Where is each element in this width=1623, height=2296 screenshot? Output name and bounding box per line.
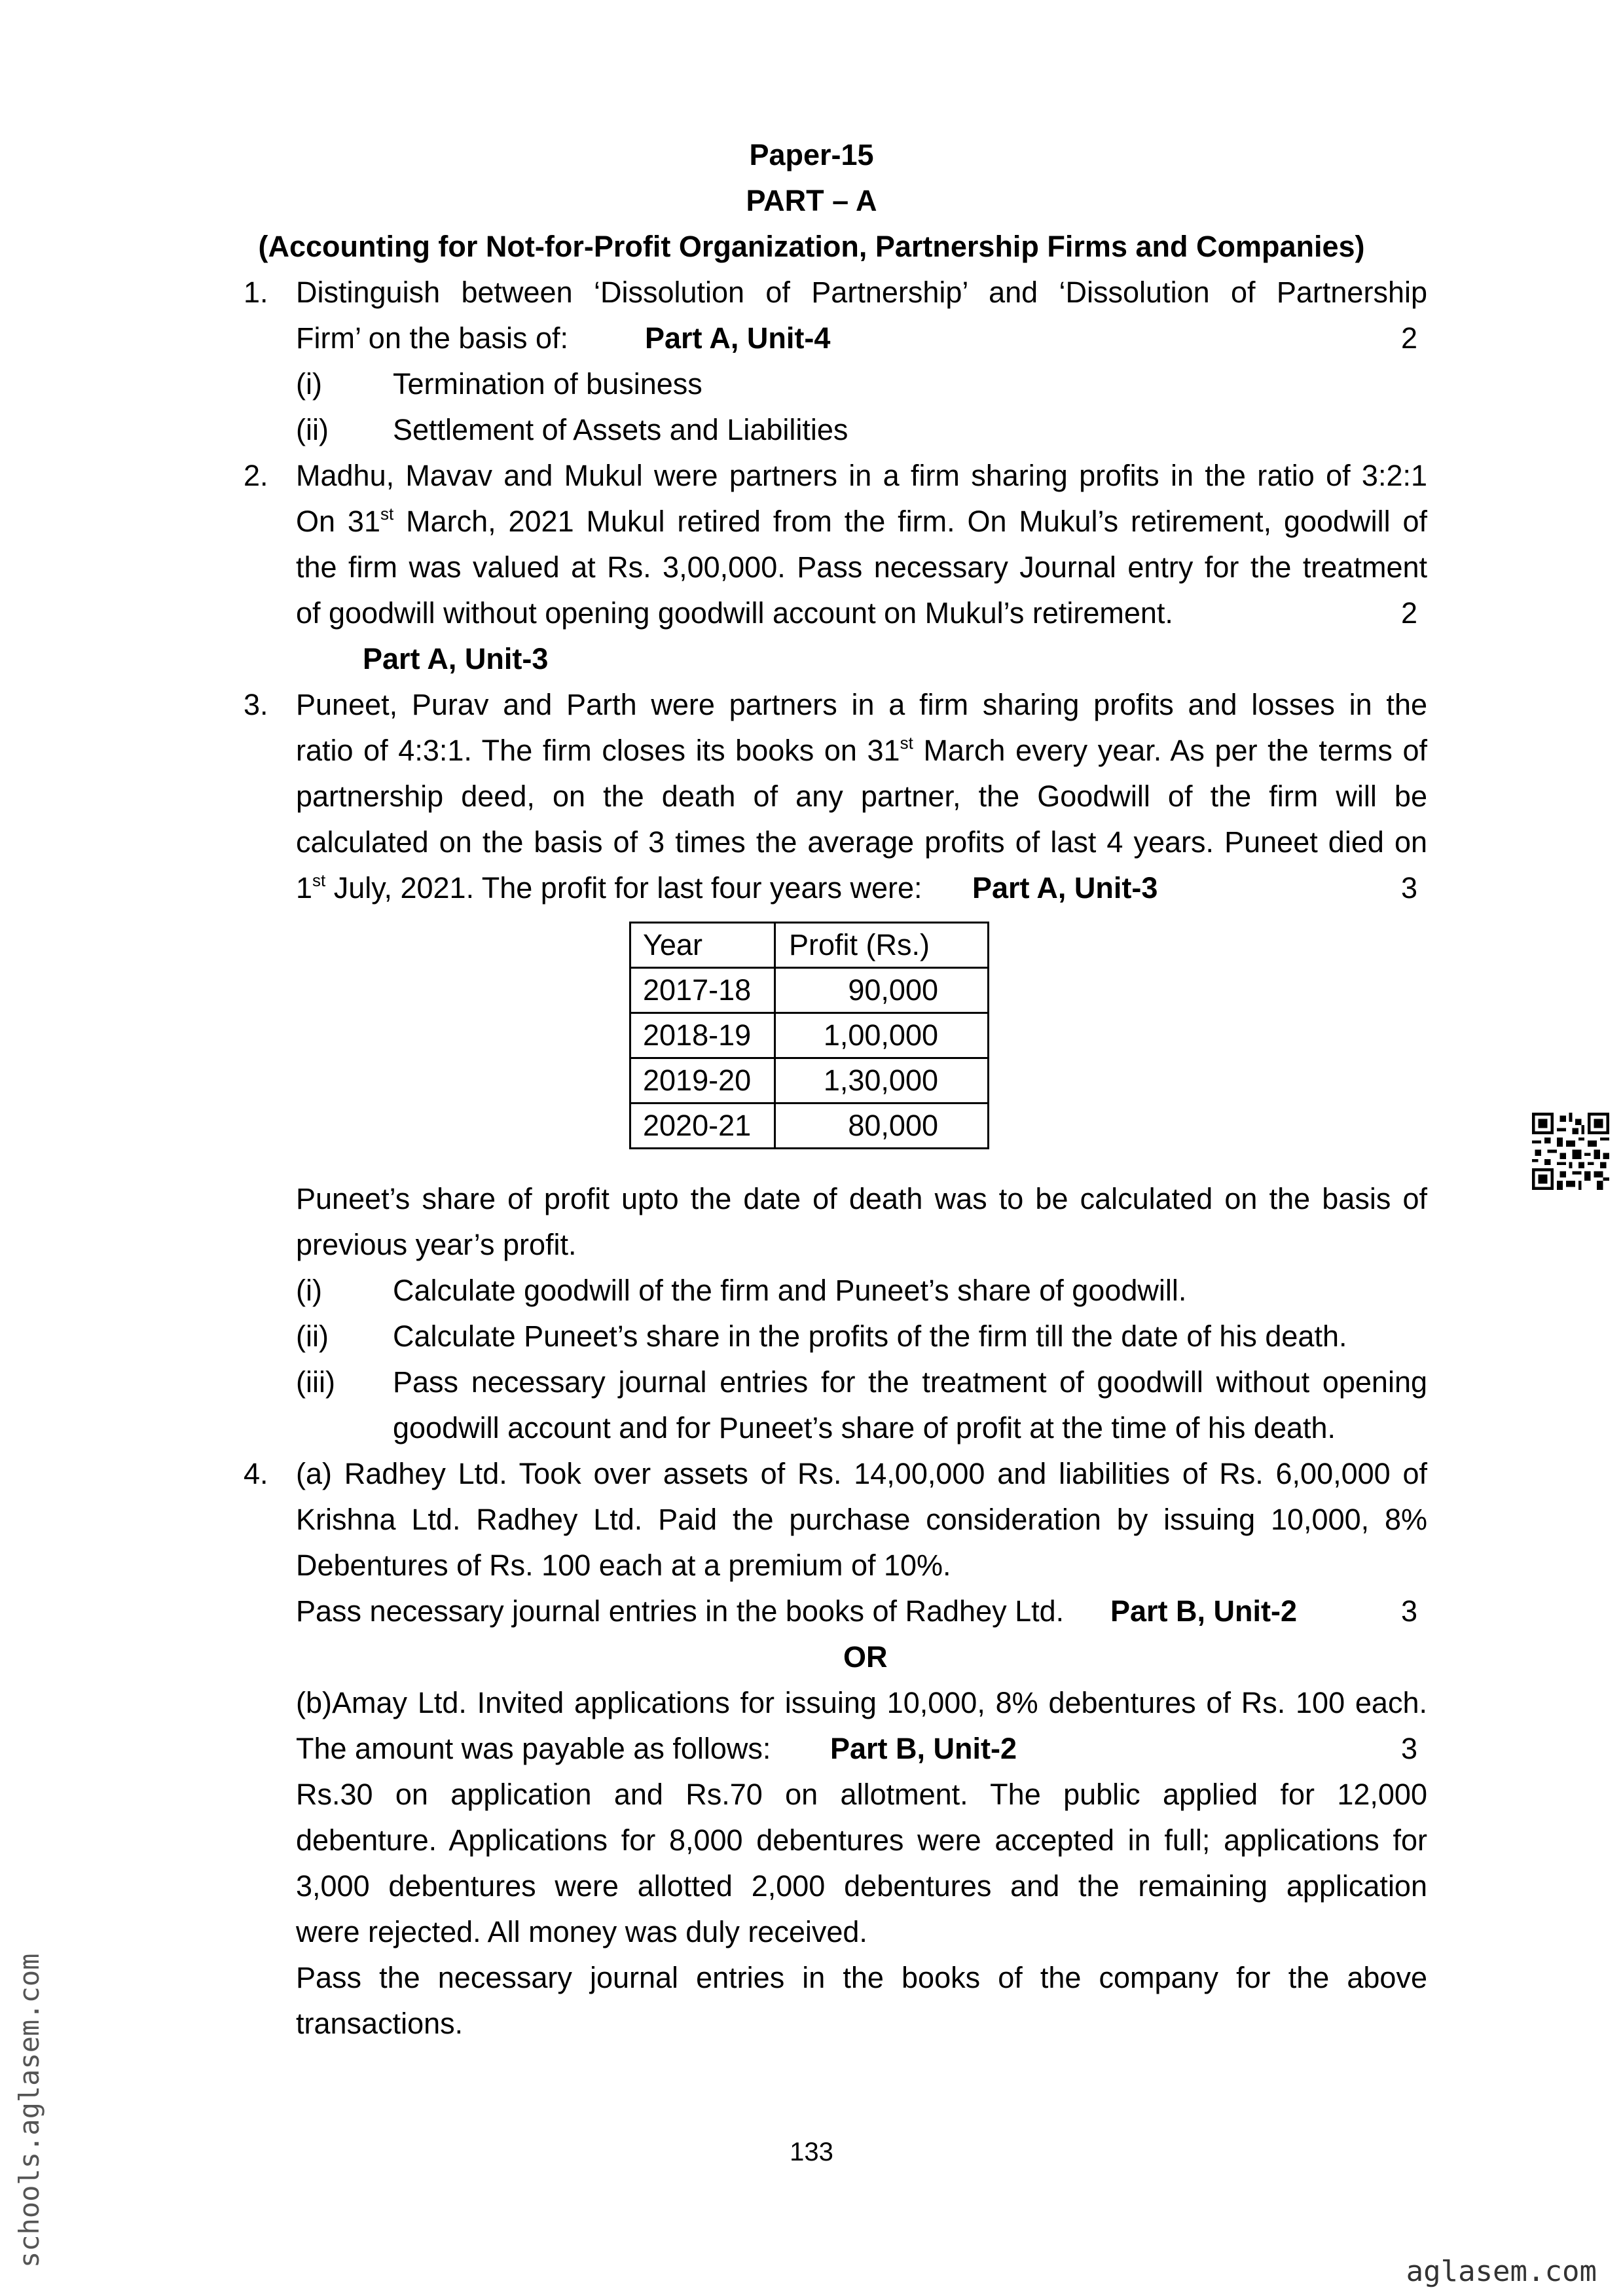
q3-marks: 3 <box>1401 871 1418 905</box>
table-cell-profit: 1,30,000 <box>775 1058 989 1103</box>
q4b-unit-ref: Part B, Unit-2 <box>830 1732 1017 1765</box>
q3-line5-pre: 1 <box>296 871 313 905</box>
table-cell-year: 2017-18 <box>630 968 775 1013</box>
q2-line2-pre: On 31 <box>296 505 380 538</box>
q4b-line2: The amount was payable as follows: <box>296 1732 771 1765</box>
q4b-line3: Rs.30 on application and Rs.70 on allotment. The public applied for 12,000 <box>296 1778 1427 1811</box>
qr-code-icon <box>1532 1113 1609 1190</box>
q3-item-text: Calculate goodwill of the firm and Puneet’s share of goodwill. <box>393 1274 1187 1307</box>
q3-item-text: Calculate Puneet’s share in the profits of the firm till the date of his death. <box>393 1319 1347 1353</box>
table-header-cell: Year <box>630 923 775 968</box>
q3-line2 <box>296 728 1427 774</box>
table-row <box>630 1013 989 1058</box>
question-3-number: 3. <box>244 688 268 721</box>
q2-line2-post: March, 2021 Mukul retired from the firm. On Mukul’s retirement, goodwill of <box>393 505 1427 538</box>
part-title: PART – A <box>746 184 877 217</box>
q2-marks: 2 <box>1401 596 1418 630</box>
table-cell-profit: 90,000 <box>775 968 989 1013</box>
profit-table <box>629 922 989 1149</box>
q3-line5-post: July, 2021. The profit for last four years were: <box>325 871 922 905</box>
page-number: 133 <box>790 2138 833 2166</box>
side-watermark: schools.aglasem.com <box>13 1953 45 2268</box>
table-row <box>630 1058 989 1103</box>
q3-line3: partnership deed, on the death of any partner, the Goodwill of the firm will be <box>296 780 1427 813</box>
q1-item-text: Termination of business <box>393 367 702 401</box>
q3-line2-sup: st <box>900 733 913 753</box>
q4a-marks: 3 <box>1401 1594 1418 1628</box>
q4a-line3: Debentures of Rs. 100 each at a premium of 10%. <box>296 1549 951 1582</box>
q1-line2: Firm’ on the basis of: <box>296 321 568 355</box>
table-row <box>630 968 989 1013</box>
table-cell-year: 2018-19 <box>630 1013 775 1058</box>
question-4-number: 4. <box>244 1457 268 1490</box>
q4b-line4: debenture. Applications for 8,000 debentures were accepted in full; applications for <box>296 1823 1427 1857</box>
q3-item-text-cont: goodwill account and for Puneet’s share of profit at the time of his death. <box>393 1411 1336 1444</box>
q1-marks: 2 <box>1401 321 1418 355</box>
q4b-marks: 3 <box>1401 1732 1418 1765</box>
q4b-line1: (b)Amay Ltd. Invited applications for issuing 10,000, 8% debentures of Rs. 100 each. <box>296 1686 1427 1719</box>
q2-line3: the firm was valued at Rs. 3,00,000. Pass necessary Journal entry for the treatment <box>296 550 1427 584</box>
table-header-row <box>630 923 989 968</box>
subtitle: (Accounting for Not-for-Profit Organization, Partnership Firms and Companies) <box>258 230 1365 263</box>
q2-line4: of goodwill without opening goodwill account on Mukul’s retirement. <box>296 596 1173 630</box>
q3-item-label: (ii) <box>296 1319 329 1353</box>
q3-line5 <box>296 865 922 911</box>
q4a-line2: Krishna Ltd. Radhey Ltd. Paid the purchase consideration by issuing 10,000, 8% <box>296 1503 1427 1536</box>
q1-item-text: Settlement of Assets and Liabilities <box>393 413 848 446</box>
q3-item-label: (iii) <box>296 1365 335 1399</box>
q3-item-text: Pass necessary journal entries for the treatment of goodwill without opening <box>393 1365 1427 1399</box>
bottom-watermark: aglasem.com <box>1406 2255 1597 2288</box>
q3-line1: Puneet, Purav and Parth were partners in a firm sharing profits and losses in the <box>296 688 1427 721</box>
table-cell-year: 2020-21 <box>630 1103 775 1149</box>
q3-line5-sup: st <box>312 870 326 890</box>
q3-after2: previous year’s profit. <box>296 1228 577 1261</box>
q2-line2 <box>296 499 1427 545</box>
q3-line2-pre: ratio of 4:3:1. The firm closes its books on 31 <box>296 734 900 767</box>
q3-line4: calculated on the basis of 3 times the average profits of last 4 years. Puneet died on <box>296 825 1427 859</box>
q4a-line1: (a) Radhey Ltd. Took over assets of Rs. 14,00,000 and liabilities of Rs. 6,00,000 of <box>296 1457 1427 1490</box>
q2-unit-ref: Part A, Unit-3 <box>363 642 549 675</box>
q4b-line6: were rejected. All money was duly received. <box>296 1915 867 1948</box>
q1-unit-ref: Part A, Unit-4 <box>645 321 831 355</box>
q4b-line5: 3,000 debentures were allotted 2,000 debentures and the remaining application <box>296 1869 1427 1903</box>
q4a-unit-ref: Part B, Unit-2 <box>1110 1594 1298 1628</box>
q4b-line7: Pass the necessary journal entries in the books of the company for the above <box>296 1961 1427 1994</box>
q2-line2-sup: st <box>380 504 394 524</box>
question-2-number: 2. <box>244 459 268 492</box>
q3-item-label: (i) <box>296 1274 322 1307</box>
q3-after1: Puneet’s share of profit upto the date of death was to be calculated on the basis of <box>296 1182 1427 1215</box>
q3-line2-post: March every year. As per the terms of <box>913 734 1427 767</box>
table-row <box>630 1103 989 1149</box>
q1-line1: Distinguish between ‘Dissolution of Partnership’ and ‘Dissolution of Partnership <box>296 276 1427 309</box>
q2-line1: Madhu, Mavav and Mukul were partners in a firm sharing profits in the ratio of 3:2:1 <box>296 459 1427 492</box>
paper-title: Paper-15 <box>749 138 874 171</box>
q3-unit-ref: Part A, Unit-3 <box>972 871 1158 905</box>
table-cell-profit: 80,000 <box>775 1103 989 1149</box>
or-separator: OR <box>843 1640 888 1674</box>
table-header-cell: Profit (Rs.) <box>775 923 989 968</box>
q1-item-label: (ii) <box>296 413 329 446</box>
q4b-line8: transactions. <box>296 2007 464 2040</box>
table-cell-profit: 1,00,000 <box>775 1013 989 1058</box>
q1-item-label: (i) <box>296 367 322 401</box>
table-cell-year: 2019-20 <box>630 1058 775 1103</box>
question-1-number: 1. <box>244 276 268 309</box>
q4a-line4: Pass necessary journal entries in the books of Radhey Ltd. <box>296 1594 1065 1628</box>
